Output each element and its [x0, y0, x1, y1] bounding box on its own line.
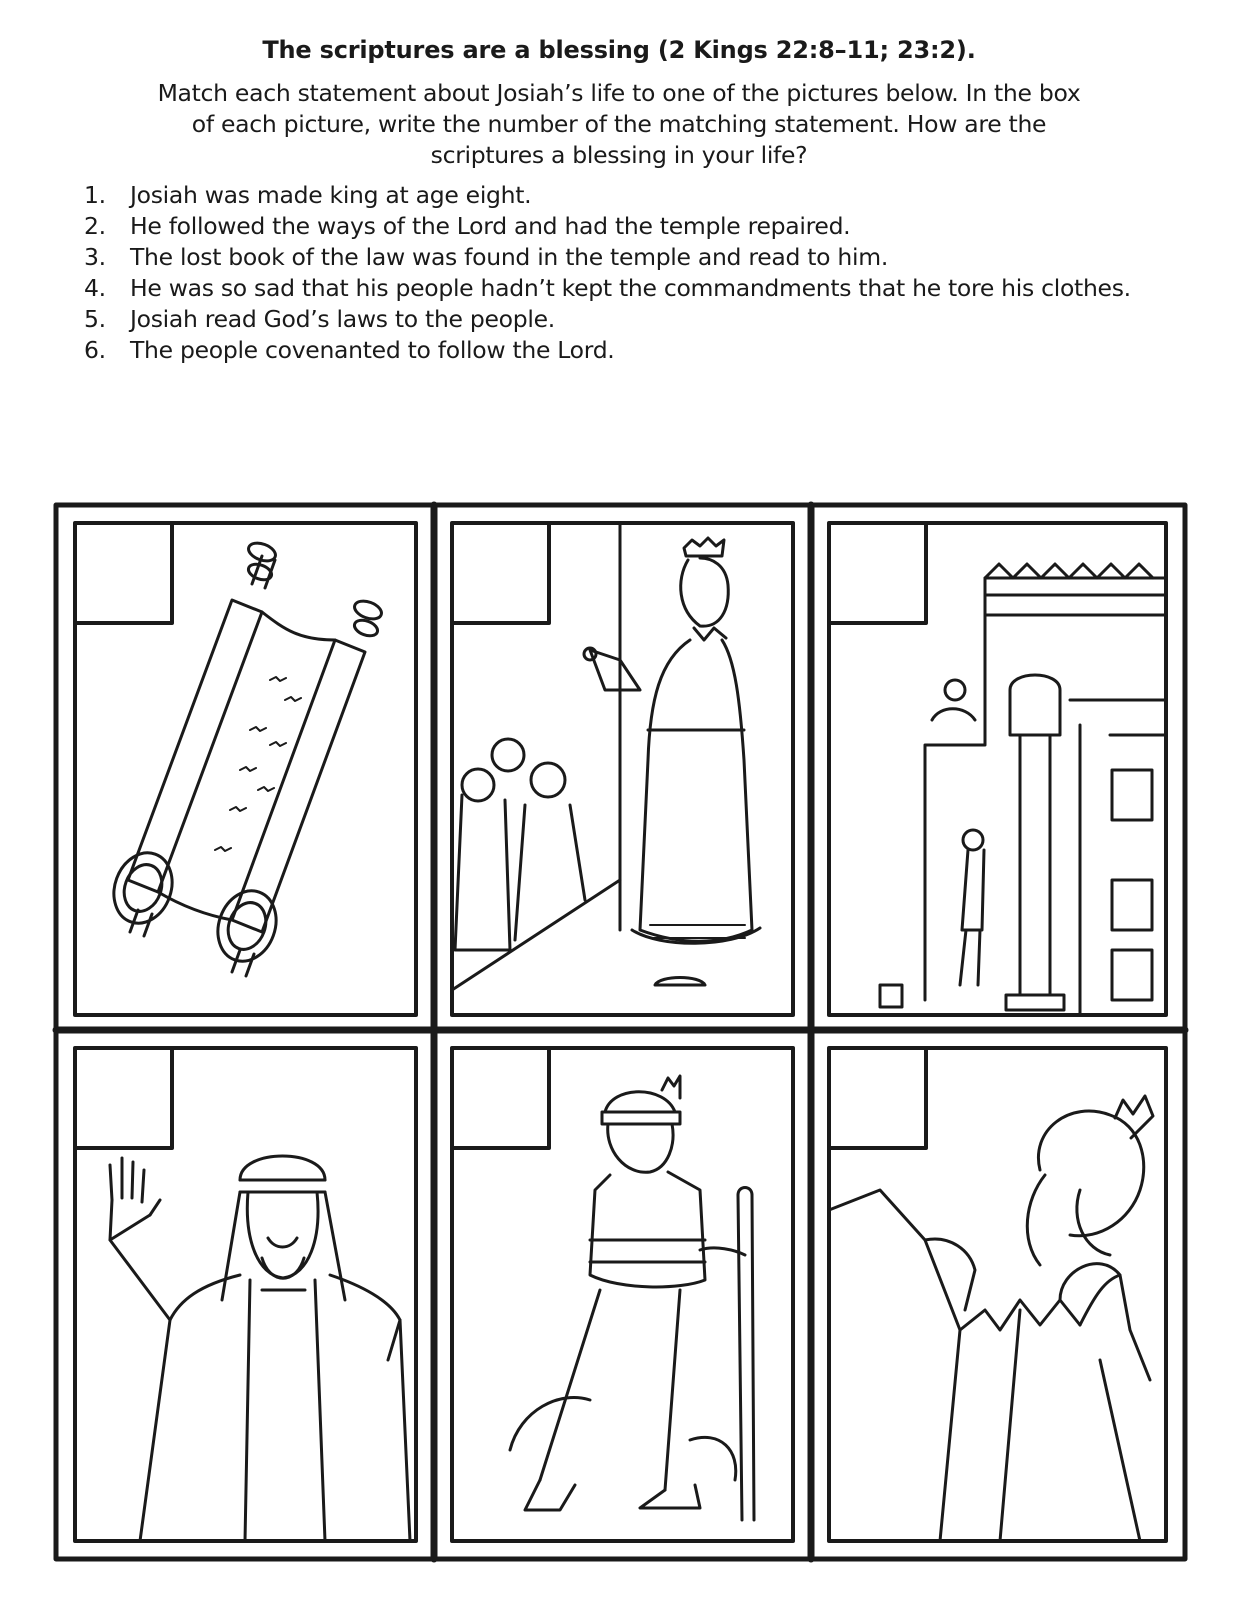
answer-box[interactable] [452, 523, 549, 623]
statement-number: 6. [84, 336, 106, 364]
answer-box[interactable] [452, 1048, 549, 1148]
statement-number: 3. [84, 243, 106, 271]
answer-box[interactable] [75, 523, 172, 623]
statement-number: 2. [84, 212, 106, 240]
picture-panel [75, 523, 416, 1015]
statement-text: Josiah was made king at age eight. [130, 181, 532, 209]
answer-box[interactable] [75, 1048, 172, 1148]
statement-text: He followed the ways of the Lord and had the temple repaired. [130, 212, 851, 240]
statement-number: 1. [84, 181, 106, 209]
young-king-with-staff-illustration [510, 1076, 754, 1520]
king-reading-scroll-illustration [452, 523, 760, 990]
panel-frame [75, 523, 416, 1015]
page-title: The scriptures are a blessing (2 Kings 22:8–11; 23:2). [262, 36, 976, 64]
answer-box[interactable] [829, 523, 926, 623]
statement-number: 5. [84, 305, 106, 333]
picture-panel [452, 523, 793, 1015]
statement-text: He was so sad that his people hadn’t kept the commandments that he tore his clothes. [130, 274, 1131, 302]
statement-text: The lost book of the law was found in the temple and read to him. [130, 243, 888, 271]
picture-panel [829, 1048, 1166, 1541]
scroll-illustration [104, 540, 384, 976]
instructions-text: Match each statement about Josiah’s life to one of the pictures below. In the box of each picture, write the number of the matching statement. How are the scriptures a blessing in your life? [157, 79, 1081, 169]
statement-text: Josiah read God’s laws to the people. [130, 305, 555, 333]
king-tearing-clothes-illustration [829, 1096, 1153, 1541]
answer-box[interactable] [829, 1048, 926, 1148]
panel-frame [829, 1048, 1166, 1541]
statement-text: The people covenanted to follow the Lord. [130, 336, 615, 364]
man-raising-hand-illustration [110, 1156, 410, 1541]
statement-number: 4. [84, 274, 106, 302]
temple-repair-illustration [880, 564, 1166, 1015]
picture-panel [75, 1048, 416, 1541]
picture-panel [452, 1048, 793, 1541]
picture-panel [829, 523, 1166, 1015]
